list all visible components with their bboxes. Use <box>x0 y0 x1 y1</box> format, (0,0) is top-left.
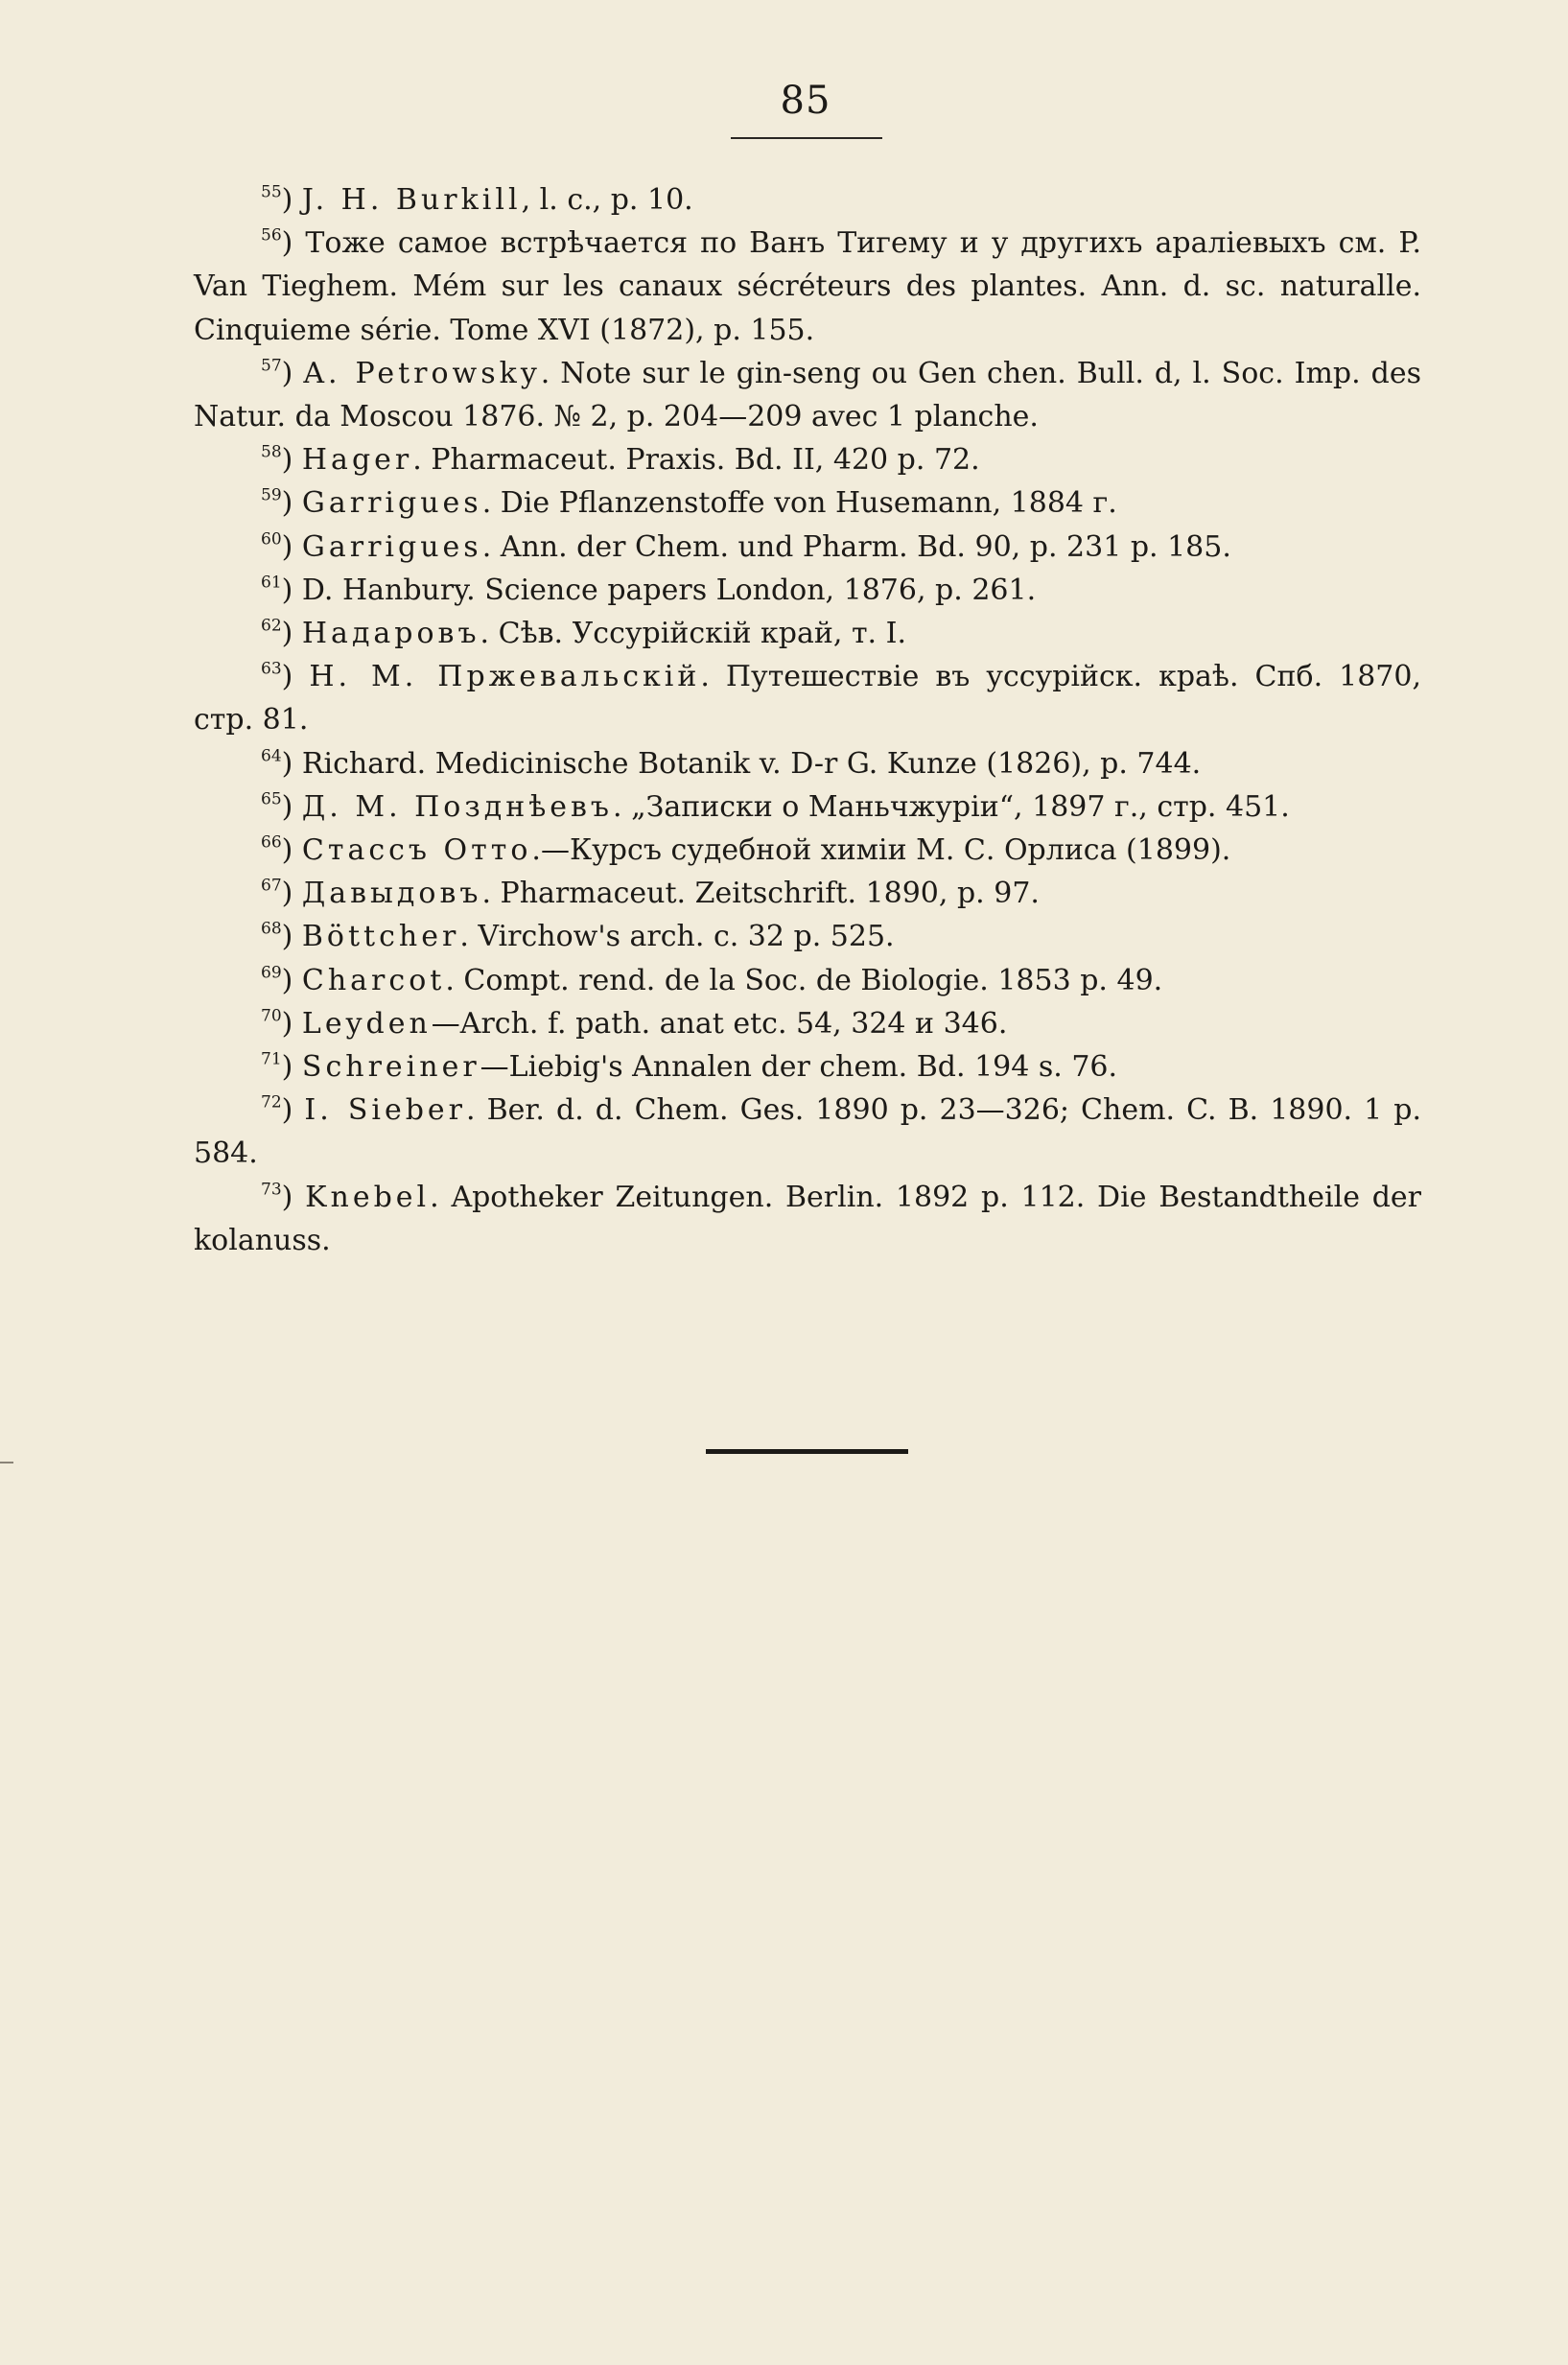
footnote-number: 67 <box>261 876 282 896</box>
footnote-author: Charcot <box>301 963 446 997</box>
footnote: $^{65}$) Д. М. Позднѣевъ. „Записки о Маньчжурiи“, 1897 г., стр. 451. <box>261 789 1290 824</box>
footnote-text: . Ann. der Chem. und Pharm. Bd. 90, p. 231 p. 185. <box>481 529 1231 564</box>
footnote-text: . Сѣв. Уссурiйскiй край, т. I. <box>480 617 906 651</box>
footnote: $^{71}$) Schreiner—Liebig's Annalen der chem. Bd. 194 s. 76. <box>261 1049 1118 1085</box>
footnote: $^{63}$) H. M. Пржевальскiй. Путешествiе въ уссурiйск. краѣ. Спб. 1870, стр. 81. <box>194 659 1421 738</box>
footnote: $^{68}$) Böttcher. Virchow's arch. c. 32 p. 525. <box>261 919 895 954</box>
footnote-author: I. Sieber <box>304 1093 467 1128</box>
footnote-list <box>194 178 1421 1262</box>
footnote-number: 62 <box>261 616 282 636</box>
footnote-text: .—Курсъ судебной химiи М. С. Орлиса (1899). <box>531 833 1231 868</box>
header-rule <box>731 137 882 139</box>
footnote-text: D. Hanbury. Science papers London, 1876, p. 261. <box>301 573 1037 607</box>
footnote-author: Давыдовъ <box>301 877 482 911</box>
footnote: $^{61}$) D. Hanbury. Science papers London, 1876, p. 261. <box>261 573 1037 607</box>
footnote: $^{55}$) J. H. Burkill, l. c., p. 10. <box>261 182 693 217</box>
footnote-author: Schreiner <box>301 1050 480 1085</box>
footnote: $^{67}$) Давыдовъ. Pharmaceut. Zeitschrift. 1890, p. 97. <box>261 876 1040 911</box>
footnote-number: 73 <box>261 1179 282 1199</box>
page-number: 85 <box>780 79 831 123</box>
footnote-author: Leyden <box>301 1006 432 1041</box>
footnote-author: Böttcher <box>301 920 460 954</box>
footnote-author: A. Petrowsky <box>303 356 541 390</box>
footnote: $^{64}$) Richard. Medicinische Botanik v. D-r G. Kunze (1826), p. 744. <box>261 745 1202 781</box>
footnote-number: 68 <box>261 919 282 939</box>
footnote-author: Д. М. Позднѣевъ <box>301 789 614 824</box>
footnote: $^{72}$) I. Sieber. Ber. d. d. Chem. Ges. 1890 p. 23—326; Chem. C. B. 1890. 1 p. 584. <box>194 1092 1421 1171</box>
footnote: $^{73}$) Knebel. Apotheker Zeitungen. Berlin. 1892 p. 112. Die Bestandtheile der kolanuss. <box>194 1179 1421 1257</box>
footnote: $^{70}$) Leyden—Arch. f. path. anat etc. 54, 324 и 346. <box>261 1006 1008 1041</box>
footnote-author: Hager <box>301 443 413 478</box>
footnote-text: . „Записки о Маньчжурiи“, 1897 г., стр. 451. <box>613 789 1290 824</box>
footnote-number: 56 <box>261 225 282 246</box>
margin-mark <box>0 1462 13 1463</box>
footnote-text: . Virchow's arch. c. 32 p. 525. <box>459 920 895 954</box>
footnote-number: 61 <box>261 573 282 593</box>
footnote-text: . Pharmaceut. Zeitschrift. 1890, p. 97. <box>481 877 1040 911</box>
footnote-text: . Pharmaceut. Praxis. Bd. II, 420 p. 72. <box>412 443 980 478</box>
footnote: $^{58}$) Hager. Pharmaceut. Praxis. Bd. II, 420 p. 72. <box>261 442 980 478</box>
footnote: $^{66}$) Стассъ Отто.—Курсъ судебной химiи М. С. Орлиса (1899). <box>261 832 1231 868</box>
footnote-number: 66 <box>261 832 282 853</box>
footnote-number: 58 <box>261 442 282 462</box>
footnote-text: . Ber. d. d. Chem. Ges. 1890 p. 23—326; Chem. C. B. 1890. 1 p. 584. <box>194 1093 1421 1171</box>
footnote: $^{69}$) Charcot. Compt. rend. de la Soc. de Biologie. 1853 p. 49. <box>261 962 1163 997</box>
footnote-author: Надаровъ <box>301 617 480 651</box>
footnote-text: . Apotheker Zeitungen. Berlin. 1892 p. 112. Die Bestandtheile der kolanuss. <box>194 1180 1421 1257</box>
footnote-text: . Die Pflanzenstoffe von Husemann, 1884 г. <box>481 486 1117 521</box>
footnote-number: 64 <box>261 745 282 765</box>
footnote: $^{59}$) Garrigues. Die Pflanzenstoffe von Husemann, 1884 г. <box>261 485 1117 521</box>
footnote-number: 72 <box>261 1092 282 1112</box>
footnote-author: Knebel <box>305 1180 431 1214</box>
footnote: $^{57}$) A. Petrowsky. Note sur le gin-seng ou Gen chen. Bull. d, l. Soc. Imp. des Natur. da Moscou 1876. № 2, p. 204—209 avec 1 planche. <box>194 356 1421 434</box>
footnote-number: 55 <box>261 182 282 202</box>
footnote-number: 63 <box>261 659 282 679</box>
footnote-text: . Compt. rend. de la Soc. de Biologie. 1853 p. 49. <box>445 963 1163 997</box>
footnote-number: 57 <box>261 356 282 376</box>
footnote: $^{62}$) Надаровъ. Сѣв. Уссурiйскiй край, т. I. <box>261 616 906 651</box>
footnote-author: H. M. Пржевальскiй <box>309 660 701 694</box>
footnote-text: —Liebig's Annalen der chem. Bd. 194 s. 76. <box>480 1050 1118 1085</box>
footnote-text: . Путешествiе въ уссурiйск. краѣ. Спб. 1870, стр. 81. <box>194 660 1421 738</box>
footnote-text: , l. c., p. 10. <box>521 183 693 217</box>
footnote-number: 70 <box>261 1006 282 1026</box>
footnote-author: Garrigues <box>301 529 482 564</box>
footnote-text: —Arch. f. path. anat etc. 54, 324 и 346. <box>431 1006 1008 1041</box>
footnote-number: 71 <box>261 1049 282 1069</box>
footnote-author: Garrigues <box>301 486 482 521</box>
footnote-number: 65 <box>261 789 282 809</box>
footnote-number: 69 <box>261 962 282 982</box>
footnote-number: 60 <box>261 528 282 549</box>
footnote-text: . Note sur le gin-seng ou Gen chen. Bull. d, l. Soc. Imp. des Natur. da Moscou 1876. № 2, p. 204—209 avec 1 planche. <box>194 356 1421 434</box>
footnote-author: J. H. Burkill <box>301 183 522 217</box>
footnote: $^{56}$) Тоже самое встрѣчается по Ванъ Тигему и у другихъ аралiевыхъ см. P. Van Tieghem. Mém sur les canaux sécréteurs des plantes. Ann. d. sc. naturalle. Cinquieme série. Tome XVI (1872), p. 155. <box>194 225 1421 347</box>
footnote-author: Стассъ Отто <box>301 833 532 868</box>
end-rule <box>706 1449 908 1454</box>
footnote-text: Richard. Medicinische Botanik v. D-r G. Kunze (1826), p. 744. <box>301 746 1202 781</box>
footnote-text: Тоже самое встрѣчается по Ванъ Тигему и у другихъ аралiевыхъ см. P. Van Tieghem. Mém sur les canaux sécréteurs des plantes. Ann. d. sc. naturalle. Cinquieme série. Tome XVI (1872), p. 155. <box>194 226 1421 347</box>
footnote-number: 59 <box>261 485 282 505</box>
footnote: $^{60}$) Garrigues. Ann. der Chem. und Pharm. Bd. 90, p. 231 p. 185. <box>261 528 1231 564</box>
